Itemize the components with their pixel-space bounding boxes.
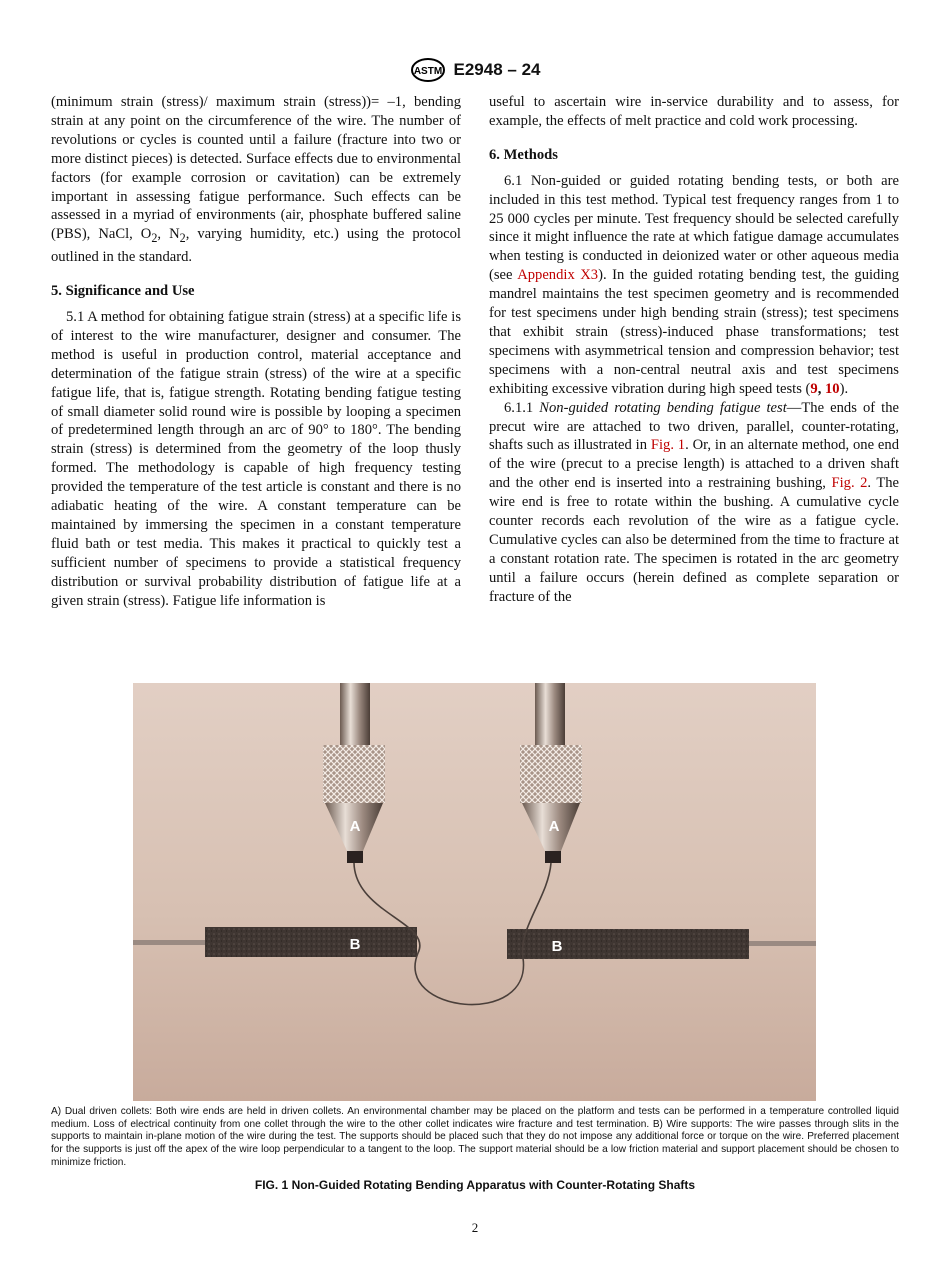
standard-designation: E2948 – 24 [453,60,541,79]
reference-10-link[interactable]: 10 [825,380,840,397]
appendix-x3-link[interactable]: Appendix X3 [517,267,599,284]
figure-1-caption-note: A) Dual driven collets: Both wire ends are held in driven collets. An environmental chamber may be placed on the platform and tests can be performed in a temperature controlled liquid medium. Loss of electrical continuity from one collet through the wire to the other collet indicates wire fracture and test termination. B) Wire supports: The wire passes through slits in the supports to maintain in-plane motion of the wire during the test. The supports should be placed such that they do not impose any additional force or torque on the wire. Preferred placement for the supports is just off the apex of the wire loop perpendicular to a tangent to the loop. The support material should be a low friction material and support placement should be chosen to minimize friction. [51,1106,899,1168]
right-wire-support [507,929,749,959]
fig-2-link[interactable]: Fig. 2 [831,475,868,492]
figure-1-caption-title: FIG. 1 Non-Guided Rotating Bending Apparatus with Counter-Rotating Shafts [254,1178,696,1192]
figure-1-photo [133,683,816,1101]
right-column [489,93,899,607]
left-wire-support [205,927,417,957]
label-b-left: B [349,936,361,953]
intro-paragraph: (minimum strain (stress)/ maximum strain (stress))= –1, bending strain at any point on the circumference of the wire. The number of revolutions or cycles is counted until a failure (fracture into two or more distinct pieces) is detected. Surface effects due to environmental factors (for example corrosion or cavitation) can be extremely important in assessing fatigue performance. Such effects can be assessed in a myriad of environments (air, phosphate buffered saline (PBS), NaCl, $O_2$, $N_2$, varying humidity, etc.) using the protocol outlined in the standard. [51,94,461,266]
section-5-1-paragraph: 5.1 A method for obtaining fatigue strain (stress) at a specific life is of interest to the wire manufacturer, designer and consumer. The method is useful in production control, material acceptance and determination of the fatigue strain (stress) of the wire at a specific fatigue life, that is, fatigue strength. Rotating bending fatigue testing of small diameter solid round wire is possible by looping a specimen of predetermined length through an arc of 90° to 180°. The bending strain (stress) is determined from the geometry of the loop thusly formed. The methodology is capable of high frequency testing provided the temperature of the test article is constant and there is no adiabatic heating of the wire. A constant temperature can be maintained by immersing the specimen in a constant temperature fluid bath or test media. This makes it practical to quickly test a sufficient number of specimens to provide a statistical frequency distribution or survival probability distribution of fatigue life at a given strain (stress). Fatigue life information is [51,308,461,609]
page-header [0,56,950,84]
section-6-1-paragraph: 6.1 Non-guided or guided rotating bending tests, or both are included in this test method. Typical test frequency ranges from 1 to 25 000 cycles per minute. Test frequency should be selected carefully since it might influence the rate at which fatigue damage accumulates when testing is conducted in deionized water or other aqueous media (see Appendix X3). In the guided rotating bending test, the guiding mandrel maintains the test specimen geometry and is recommended for test specimens under high bending strain (stress); test specimens that exhibit strain (stress)-induced phase transformations; test specimens with asymmetrical tension and compression behavior; test specimens with a non-central neutral axis and test specimens exhibiting excessive vibration during high speed tests (9, 10). [489,172,899,397]
label-b-right: B [551,938,563,955]
section-6-1-1-paragraph: 6.1.1 Non-guided rotating bending fatigue test—The ends of the precut wire are attached to two driven, parallel, counter-rotating, shafts such as illustrated in Fig. 1. Or, in an alternate method, one end of the wire (precut to a precise length) is attached to a driven shaft and the other end is inserted into a restraining bushing, Fig. 2. The wire end is free to rotate within the bushing. A cumulative cycle counter records each revolution of the wire as a fatigue cycle. Cumulative cycles can also be determined from the time to fracture at a constant rotation rate. The specimen is rotated in the arc geometry until a failure occurs (herein defined as complete separation or fracture of the [489,399,900,605]
astm-logo-icon [410,57,446,83]
section-5-heading: 5. Significance and Use [51,283,195,300]
fig-1-link[interactable]: Fig. 1 [650,437,686,454]
label-a-left: A [349,818,361,835]
page-number: 2 [471,1220,479,1235]
svg-text:ASTM: ASTM [413,66,442,77]
continuation-paragraph: useful to ascertain wire in-service durability and to assess, for example, the effects of melt practice and cold work processing. [489,94,899,129]
left-column [51,93,461,610]
reference-9-link[interactable]: 9 [810,380,818,397]
section-6-heading: 6. Methods [489,146,558,163]
label-a-right: A [548,818,560,835]
